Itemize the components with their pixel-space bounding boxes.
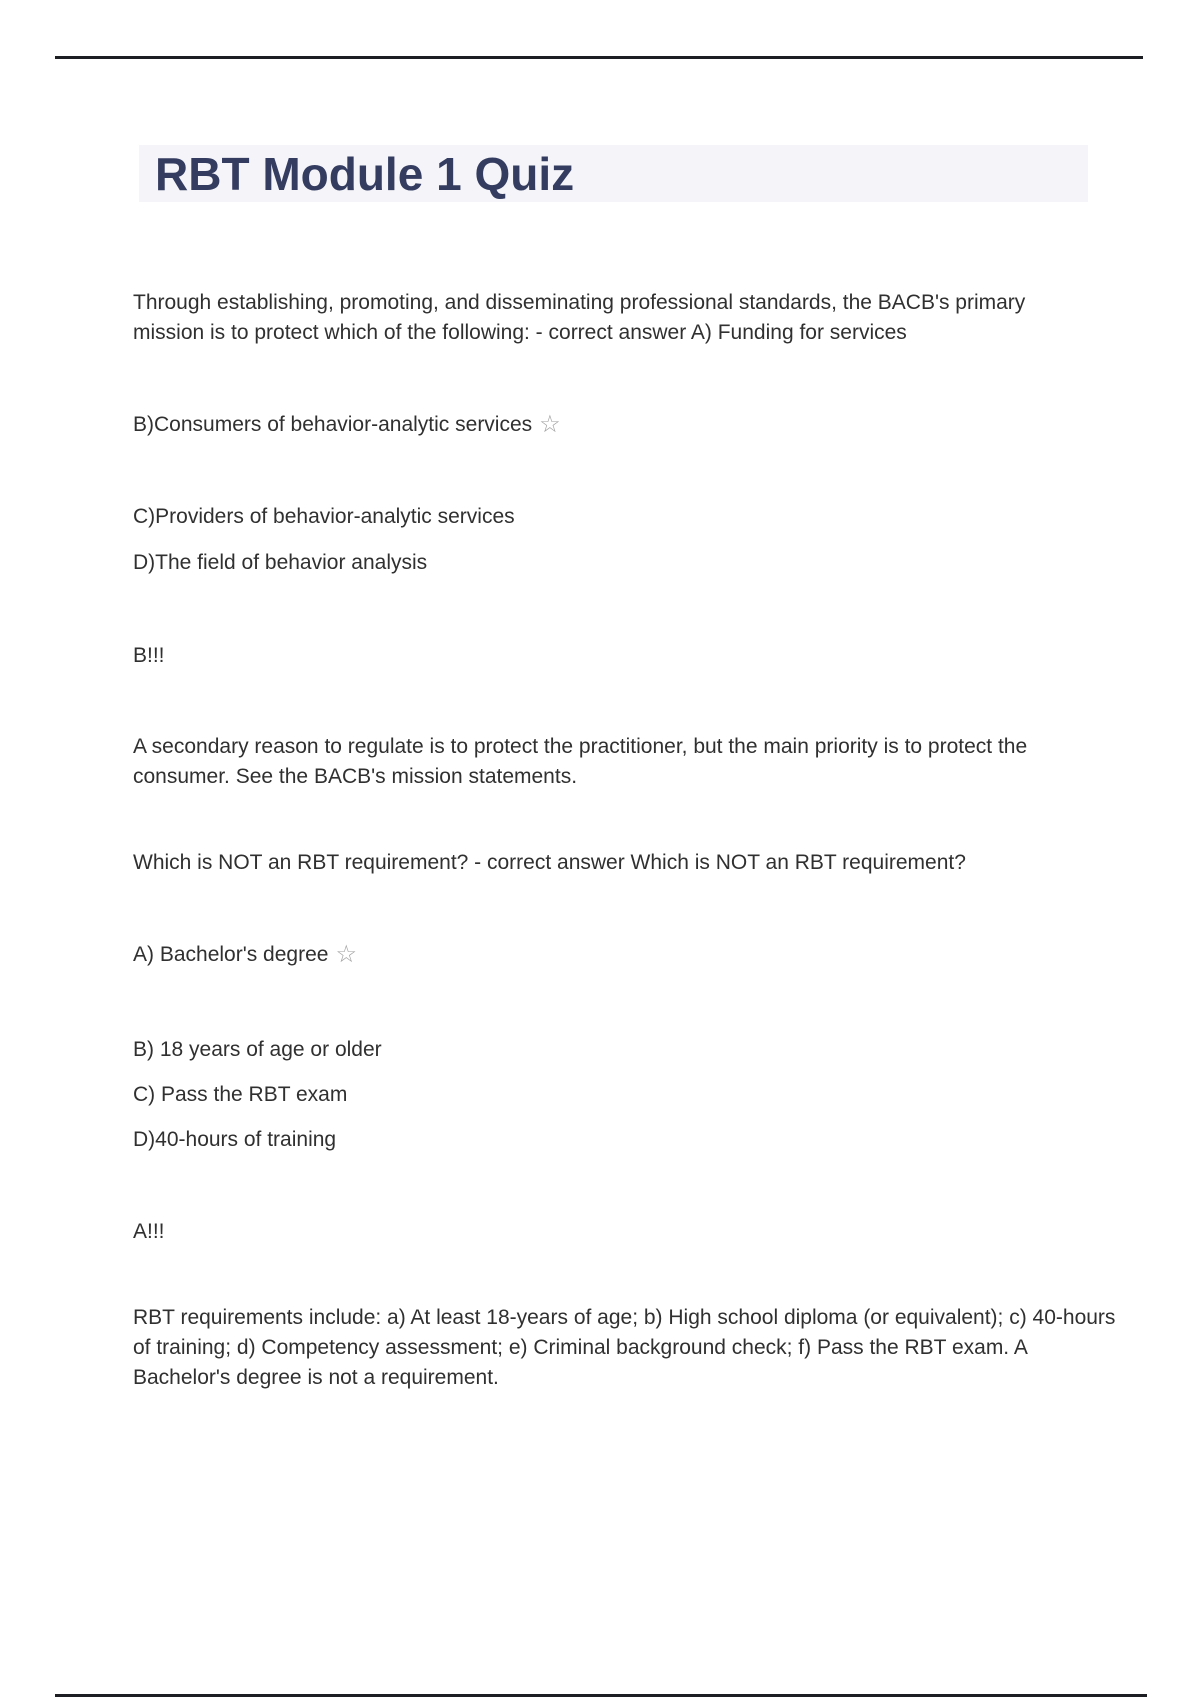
option-label: C) Pass the RBT exam: [133, 1083, 348, 1106]
option-label: D)The field of behavior analysis: [133, 551, 428, 574]
option-label: D)40-hours of training: [133, 1128, 337, 1151]
correct-answer-text: [133, 1217, 1088, 1247]
answer-option: [133, 1080, 1088, 1110]
answer-1-label: B!!!: [133, 644, 165, 667]
answer-option: [133, 940, 1088, 970]
explanation-2-text: RBT requirements include: a) At least 18-years of age; b) High school diploma (or equivalent); c) 40-hours of training; d) Competency assessment; e) Criminal background check; f) Pass the RBT exam. A Bachelor's degree is not a requirement.: [133, 1306, 1116, 1389]
question-1-text: Through establishing, promoting, and disseminating professional standards, the BACB's primary mission is to protect which of the following: - correct answer A) Funding for services: [133, 291, 1026, 344]
answer-option: [133, 502, 1088, 532]
correct-answer-text: [133, 641, 1088, 671]
answer-option: [133, 1035, 1088, 1065]
option-label: B)Consumers of behavior-analytic services: [133, 413, 533, 436]
option-label: C)Providers of behavior-analytic services: [133, 505, 515, 528]
question-2-text: Which is NOT an RBT requirement? - correct answer Which is NOT an RBT requirement?: [133, 851, 966, 874]
question-text: [133, 848, 1088, 878]
question-text: [133, 288, 1088, 348]
explanation-text: [133, 1303, 1118, 1393]
answer-option: [133, 548, 1088, 578]
explanation-1-text: A secondary reason to regulate is to protect the practitioner, but the main priority is to protect the consumer. See the BACB's mission statements.: [133, 735, 1028, 788]
answer-option: [133, 410, 1088, 440]
option-label: A) Bachelor's degree: [133, 943, 329, 966]
answer-option: [133, 1125, 1088, 1155]
option-label: B) 18 years of age or older: [133, 1038, 382, 1061]
page-title: RBT Module 1 Quiz: [155, 148, 575, 200]
answer-2-label: A!!!: [133, 1220, 165, 1243]
top-divider: [55, 56, 1143, 59]
star-icon: ☆: [335, 941, 357, 968]
star-icon: ☆: [539, 411, 561, 438]
bottom-divider: [55, 1694, 1147, 1697]
explanation-text: [133, 732, 1088, 792]
title-highlight: [139, 145, 1088, 202]
